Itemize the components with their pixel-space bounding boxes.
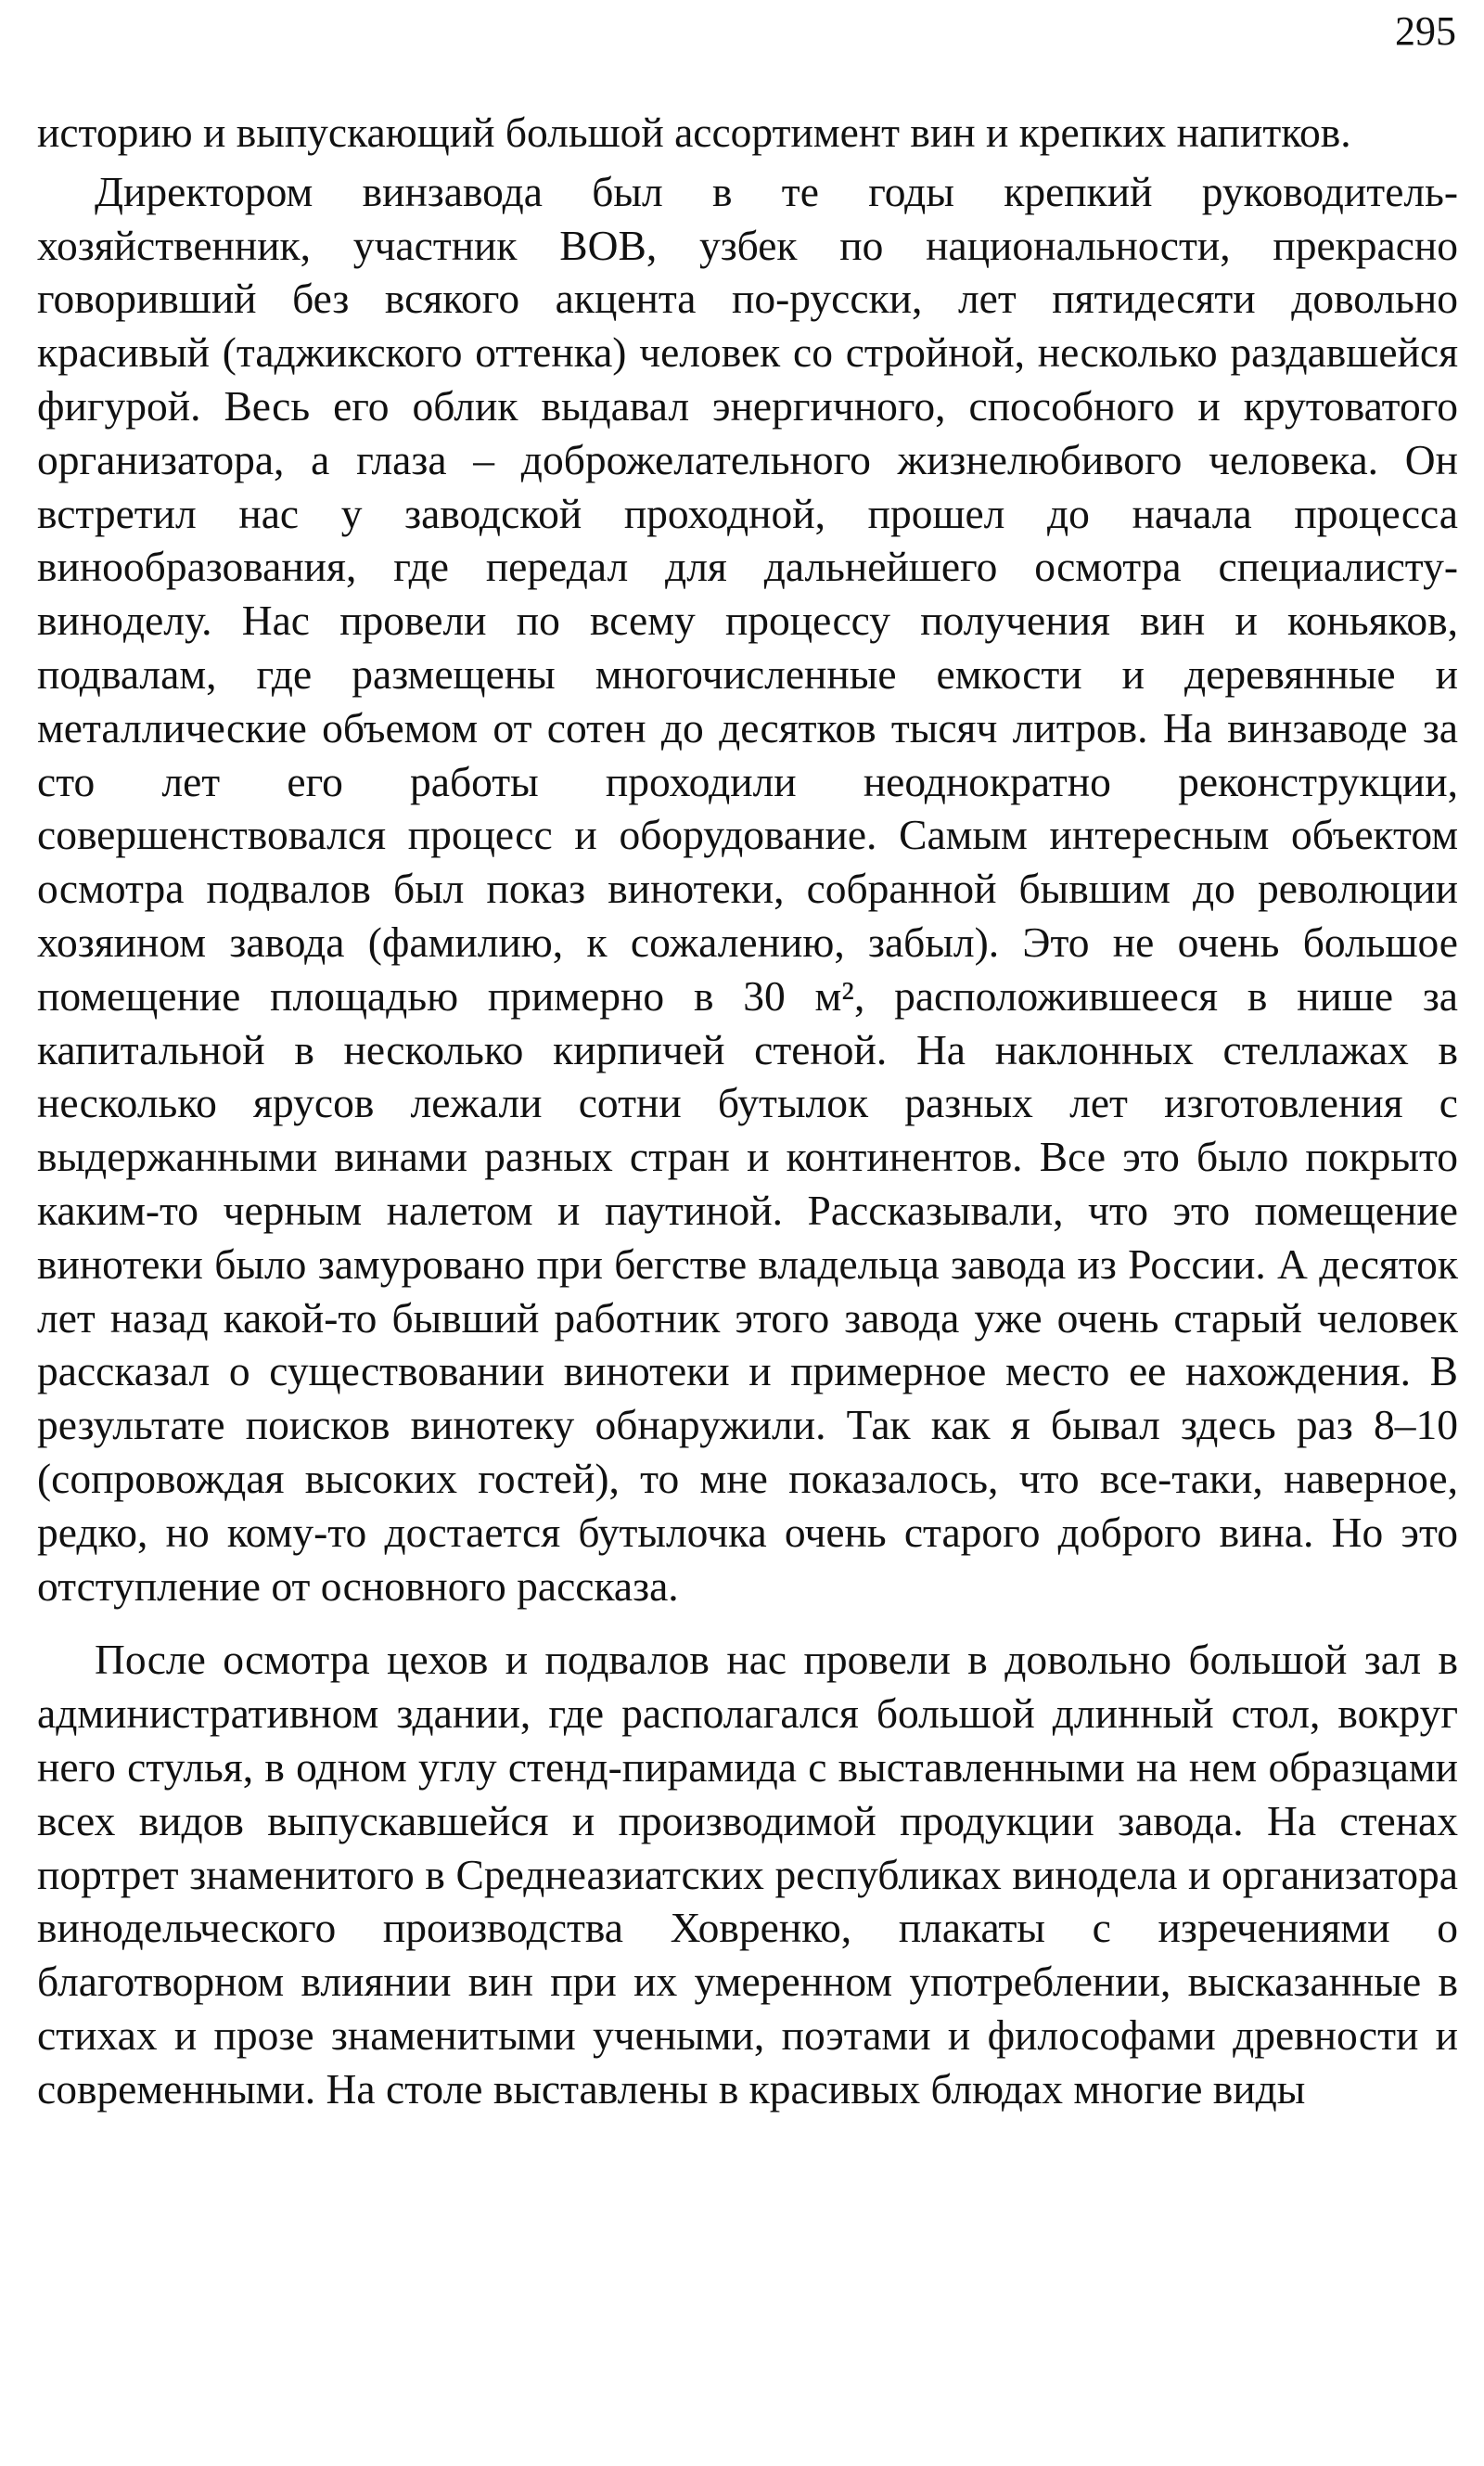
- paragraph-hall: После осмотра цехов и подвалов нас провели в довольно большой зал в административном здании, где располагался большой длинный стол, вокруг него стулья, в одном углу стенд-пирамида с выставленными на нем образцами всех видов выпускавшейся и производимой продукции завода. На стенах портрет знаменитого в Среднеазиатских республиках винодела и организатора винодельческого производства Ховренко, плакаты с изречениями о благотворном влиянии вин при их умеренном употреблении, высказанные в стихах и прозе знаменитыми учеными, поэтами и философами древности и современными. На столе выставлены в красивых блюдах многие виды: [37, 1636, 1458, 2113]
- page-number: 295: [1395, 8, 1456, 54]
- paragraph-continuation: историю и выпускающий большой ассортимент вин и крепких напитков.: [37, 109, 1351, 156]
- paragraph-director: Директором винзавода был в те годы крепкий руководитель-хозяйственник, участник ВОВ, узбек по национальности, прекрасно говоривший без всякого акцента по-русски, лет пятидесяти довольно красивый (таджикского оттенка) человек со стройной, несколько раздавшейся фигурой. Весь его облик выдавал энергичного, способного и крутоватого организатора, а глаза – доброжелательного жизнелюбивого человека. Он встретил нас у заводской проходной, прошел до начала процесса винообразования, где передал для дальнейшего осмотра специалисту-винoделу. Нас провели по всему процессу получения вин и коньяков, подвалам, где размещены многочисленные емкости и деревянные и металлические объемом от сотен до десятков тысяч литров. На винзаводе за сто лет его работы проходили неоднократно реконструкции, совершенствовался процесс и оборудование. Самым интересным объектом осмотра подвалов был показ винотеки, собранной бывшим до революции хозяином завода (фамилию, к сожалению, забыл). Это не очень большое помещение площадью примерно в 30 м², расположившееся в нише за капитальной в несколько кирпичей стеной. На наклонных стеллажах в несколько ярусов лежали сотни бутылок разных лет изготовления с выдержанными винами разных стран и континентов. Все это было покрыто каким-то черным налетом и паутиной. Рассказывали, что это помещение винотеки было замуровано при бегстве владельца завода из России. А десяток лет назад какой-то бывший работник этого завода уже очень старый человек рассказал о существовании винотеки и примерное место ее нахождения. В результате поисков винотеку обнаружили. Так как я бывал здесь раз 8–10 (сопровождая высоких гостей), то мне показалось, что все-таки, наверное, редко, но кому-то достается бутылочка очень старого доброго вина. Но это отступление от основного рассказа.: [37, 167, 1458, 1610]
- body-text: [37, 106, 1458, 2115]
